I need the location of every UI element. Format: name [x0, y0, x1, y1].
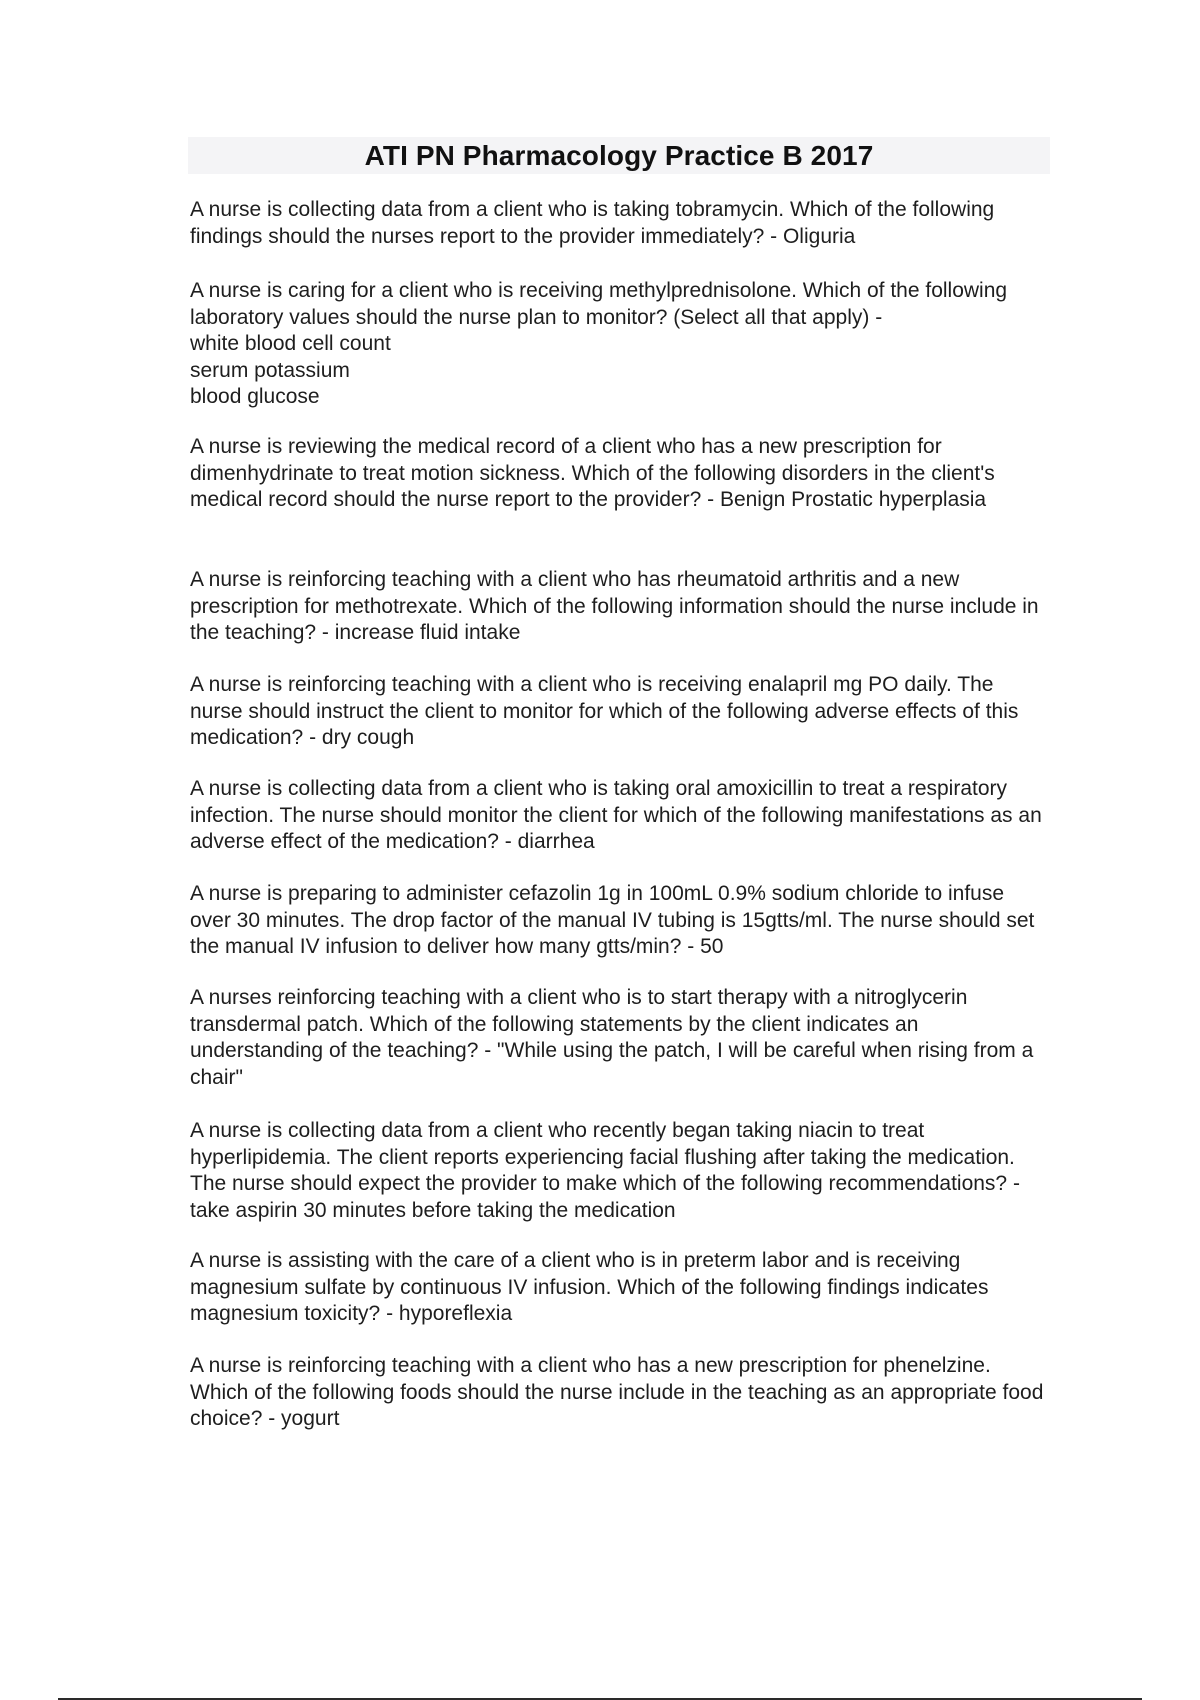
question-text: A nurse is assisting with the care of a client who is in preterm labor and is receiving magnesium sulfate by continuous IV infusion. Which of the following findings indicates magnesium toxicity? - hyporeflexia [190, 1249, 989, 1325]
question-item [190, 278, 1050, 411]
answer-list [190, 331, 1050, 411]
question-text: A nurse is preparing to administer cefazolin 1g in 100mL 0.9% sodium chloride to infuse over 30 minutes. The drop factor of the manual IV tubing is 15gtts/ml. The nurse should set the manual IV infusion to deliver how many gtts/min? - 50 [190, 882, 1035, 958]
question-text: A nurse is reinforcing teaching with a client who has a new prescription for phenelzine. Which of the following foods should the nurse include in the teaching as an appropriate food choice? - yogurt [190, 1354, 1044, 1430]
question-item [190, 672, 1050, 752]
question-text: A nurse is collecting data from a client who is taking tobramycin. Which of the following findings should the nurses report to the provider immediately? - Oliguria [190, 198, 995, 248]
question-text: A nurse is collecting data from a client who is taking oral amoxicillin to treat a respiratory infection. The nurse should monitor the client for which of the following manifestations as an adverse effect of the medication? - diarrhea [190, 777, 1042, 853]
question-item [190, 567, 1050, 647]
question-text: A nurse is collecting data from a client who recently began taking niacin to treat hyperlipidemia. The client reports experiencing facial flushing after taking the medication. The nurse should expect the provider to make which of the following recommendations? - take aspirin 30 minutes before taking the medication [190, 1119, 1020, 1222]
question-text: A nurse is reviewing the medical record of a client who has a new prescription for dimenhydrinate to treat motion sickness. Which of the following disorders in the client's medical record should the nurse report to the provider? - Benign Prostatic hyperplasia [190, 435, 995, 511]
answer-item: serum potassium [190, 358, 350, 382]
answer-item: blood glucose [190, 385, 320, 408]
question-text: A nurse is reinforcing teaching with a client who has rheumatoid arthritis and a new prescription for methotrexate. Which of the following information should the nurse include in the teaching? - increase fluid intake [190, 568, 1039, 644]
question-item [190, 197, 1050, 250]
question-item [190, 1353, 1050, 1433]
question-item [190, 1248, 1050, 1328]
question-item [190, 1118, 1050, 1224]
question-item [190, 776, 1050, 856]
question-item [190, 881, 1050, 961]
question-text: A nurses reinforcing teaching with a client who is to start therapy with a nitroglycerin transdermal patch. Which of the following statements by the client indicates an understanding of the teaching? - "While using the patch, I will be careful when rising from a chair" [190, 986, 1034, 1089]
answer-item: white blood cell count [190, 332, 391, 355]
question-item [190, 434, 1050, 514]
document-title: ATI PN Pharmacology Practice B 2017 [364, 140, 874, 171]
question-item [190, 985, 1050, 1091]
question-text: A nurse is reinforcing teaching with a client who is receiving enalapril mg PO daily. The nurse should instruct the client to monitor for which of the following adverse effects of this medication? - dry cough [190, 673, 1019, 749]
question-text: A nurse is caring for a client who is receiving methylprednisolone. Which of the following laboratory values should the nurse plan to monitor? (Select all that apply) - [190, 279, 1008, 329]
